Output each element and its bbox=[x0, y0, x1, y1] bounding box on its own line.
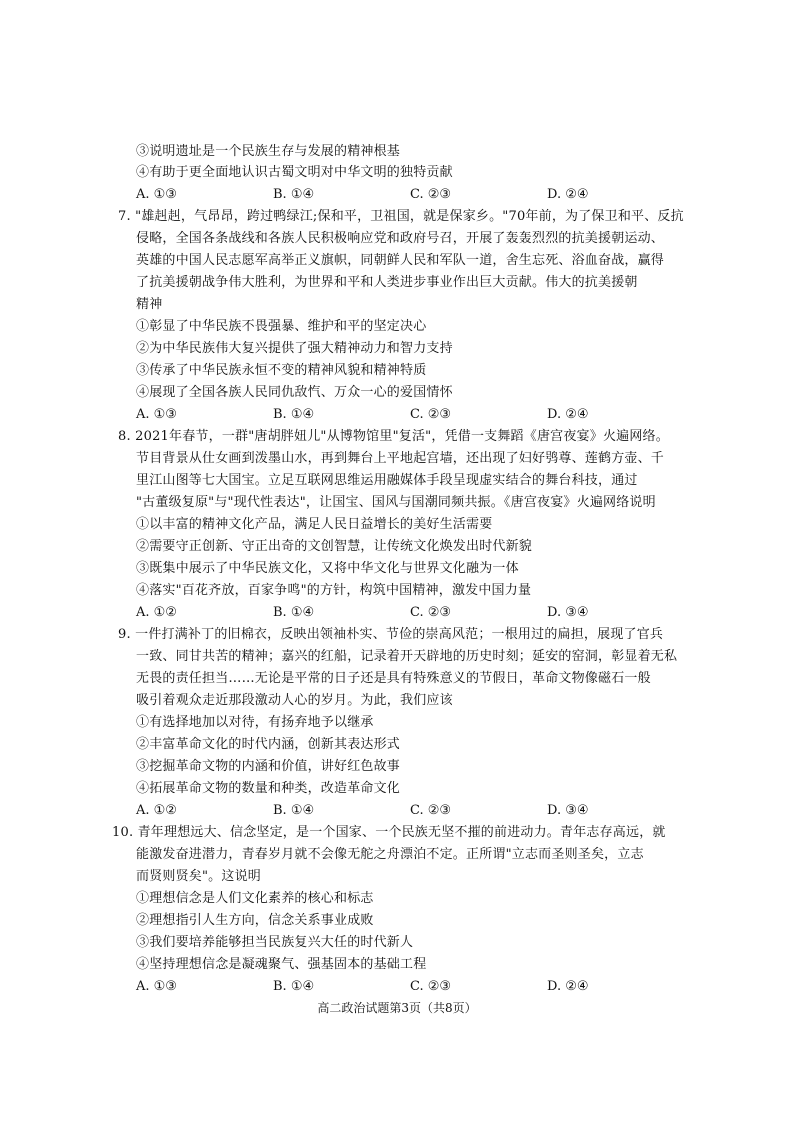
page-footer: 高二政治试题第3页（共8页） bbox=[317, 1001, 477, 1015]
q8-answer-b: B. ①④ bbox=[273, 605, 315, 620]
q8-answer-d: D. ③④ bbox=[547, 605, 589, 620]
q7-answer-c: C. ②③ bbox=[410, 407, 452, 422]
q6-answer-c: C. ②③ bbox=[410, 187, 452, 202]
q6-option-4: ④有助于更全面地认识古蜀文明对中华文明的独特贡献 bbox=[136, 165, 453, 180]
q9-stem-line-4: 吸引着观众走近那段激动人心的岁月。为此，我们应该 bbox=[136, 693, 453, 708]
q7-option-2: ②为中华民族伟大复兴提供了强大精神动力和智力支持 bbox=[136, 341, 453, 356]
q8-stem-line-4: "古董级复原"与"现代性表达"，让国宝、国风与国潮同频共振。《唐宫夜宴》火遍网络说明 bbox=[136, 495, 656, 510]
q9-answer-b: B. ①④ bbox=[273, 803, 315, 818]
q8-option-3: ③既集中展示了中华民族文化，又将中华文化与世界文化融为一体 bbox=[136, 561, 519, 576]
q8-option-4: ④落实"百花齐放，百家争鸣"的方针，构筑中国精神，激发中国力量 bbox=[136, 583, 532, 598]
q6-option-3: ③说明遗址是一个民族生存与发展的精神根基 bbox=[136, 144, 401, 159]
q9-answer-d: D. ③④ bbox=[547, 803, 589, 818]
q9-option-2: ②丰富革命文化的时代内涵，创新其表达形式 bbox=[136, 737, 401, 752]
q7-answer-d: D. ②④ bbox=[547, 407, 589, 422]
q7-stem-line-3: 英雄的中国人民志愿军高举正义旗帜，同朝鲜人民和军队一道，舍生忘死、浴血奋战，赢得 bbox=[136, 253, 665, 268]
q9-stem-line-1: 9. 一件打满补丁的旧棉衣，反映出领袖朴实、节俭的崇高风范；一根用过的扁担，展现了官兵 bbox=[118, 627, 664, 642]
q9-option-3: ③挖掘革命文物的内涵和价值，讲好红色故事 bbox=[136, 759, 401, 774]
q8-stem-line-2: 节目背景从仕女画到泼墨山水，再到舞台上平地起宫墙，还出现了妇好鸮尊、莲鹤方壶、千 bbox=[136, 451, 665, 466]
q10-option-4: ④坚持理想信念是凝魂聚气、强基固本的基础工程 bbox=[136, 957, 427, 972]
q7-stem-line-1: 7. "雄赳赳，气昂昂，跨过鸭绿江;保和平，卫祖国，就是保家乡。"70年前，为了保卫和平、反抗 bbox=[118, 209, 684, 224]
q10-answer-c: C. ②③ bbox=[410, 979, 452, 994]
q8-answer-a: A. ①② bbox=[136, 605, 177, 620]
q8-stem-line-3: 里江山图等七大国宝。立足互联网思维运用融媒体手段呈现虚实结合的舞台科技，通过 bbox=[136, 473, 638, 488]
q10-option-2: ②理想指引人生方向，信念关系事业成败 bbox=[136, 913, 374, 928]
q7-stem-line-2: 侵略，全国各条战线和各族人民积极响应党和政府号召，开展了轰轰烈烈的抗美援朝运动、 bbox=[136, 231, 665, 246]
q10-option-3: ③我们要培养能够担当民族复兴大任的时代新人 bbox=[136, 935, 414, 950]
q9-answer-a: A. ①② bbox=[136, 803, 177, 818]
q7-option-4: ④展现了全国各族人民同仇敌忾、万众一心的爱国情怀 bbox=[136, 385, 453, 400]
q7-option-1: ①彰显了中华民族不畏强暴、维护和平的坚定决心 bbox=[136, 319, 427, 334]
q8-stem-line-1: 8. 2021年春节，一群"唐胡胖妞儿"从博物馆里"复活"，凭借一支舞蹈《唐宫夜宴》火遍网络。 bbox=[118, 429, 669, 444]
q10-stem-line-3: 而贤则贤矣"。这说明 bbox=[136, 869, 261, 884]
q8-option-2: ②需要守正创新、守正出奇的文创智慧，让传统文化焕发出时代新貌 bbox=[136, 539, 533, 554]
q10-option-1: ①理想信念是人们文化素养的核心和标志 bbox=[136, 891, 374, 906]
q10-stem-line-1: 10. 青年理想远大、信念坚定，是一个国家、一个民族无坚不摧的前进动力。青年志存高远，就 bbox=[112, 825, 666, 840]
q9-stem-line-3: 无畏的责任担当……无论是平常的日子还是具有特殊意义的节假日，革命文物像磁石一般 bbox=[136, 671, 651, 686]
q10-stem-line-2: 能激发奋进潜力，青春岁月就不会像无舵之舟漂泊不定。正所谓"立志而圣则圣矣，立志 bbox=[136, 847, 644, 862]
q10-answer-d: D. ②④ bbox=[547, 979, 589, 994]
q7-stem-line-4: 了抗美援朝战争伟大胜利，为世界和平和人类进步事业作出巨大贡献。伟大的抗美援朝 bbox=[136, 275, 638, 290]
q9-answer-c: C. ②③ bbox=[410, 803, 452, 818]
q10-answer-b: B. ①④ bbox=[273, 979, 315, 994]
q7-answer-b: B. ①④ bbox=[273, 407, 315, 422]
q7-option-3: ③传承了中华民族永恒不变的精神风貌和精神特质 bbox=[136, 363, 427, 378]
q6-answer-d: D. ②④ bbox=[547, 187, 589, 202]
q8-option-1: ①以丰富的精神文化产品，满足人民日益增长的美好生活需要 bbox=[136, 517, 493, 532]
q9-option-1: ①有选择地加以对待，有扬弃地予以继承 bbox=[136, 715, 374, 730]
q8-answer-c: C. ②③ bbox=[410, 605, 452, 620]
q7-answer-a: A. ①③ bbox=[136, 407, 177, 422]
q9-option-4: ④拓展革命文物的数量和种类，改造革命文化 bbox=[136, 781, 401, 796]
q10-answer-a: A. ①③ bbox=[136, 979, 177, 994]
q9-stem-line-2: 一致、同甘共苦的精神；嘉兴的红船，记录着开天辟地的历史时刻；延安的窑洞，彰显着无私 bbox=[136, 649, 678, 664]
q6-answer-a: A. ①③ bbox=[136, 187, 177, 202]
q7-stem-line-5: 精神 bbox=[136, 297, 163, 312]
q6-answer-b: B. ①④ bbox=[273, 187, 315, 202]
